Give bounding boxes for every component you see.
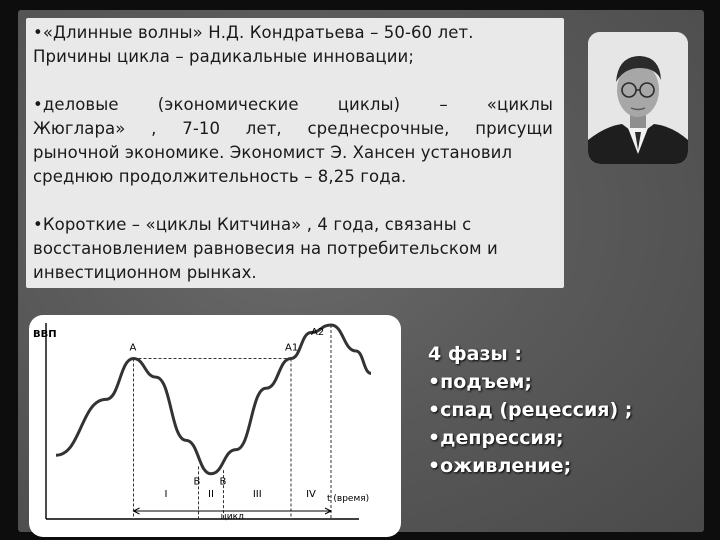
paragraph-kondratiev — [33, 21, 553, 69]
paragraph-juglar — [33, 93, 553, 189]
gdp-curve — [56, 325, 371, 474]
chart-canvas — [29, 315, 401, 537]
phase-label: I — [164, 489, 168, 500]
paragraph-kitchin — [33, 213, 553, 285]
phase-label: II — [208, 489, 214, 500]
portrait-photo — [588, 32, 688, 164]
text-line: •деловые (экономические циклы) – «циклы — [33, 95, 553, 114]
text-line: среднюю продолжительность – 8,25 года. — [33, 167, 407, 186]
text-line: рыночной экономике. Экономист Э. Хансен установил — [33, 143, 513, 162]
point-label: A — [129, 342, 137, 354]
phase-item: •подъем; — [428, 371, 532, 393]
phase-item: •депрессия; — [428, 427, 564, 449]
phase-label: IV — [306, 489, 316, 500]
phase-item: •спад (рецессия) ; — [428, 399, 633, 421]
text-line: инвестиционном рынках. — [33, 263, 257, 282]
phases-heading: 4 фазы : — [428, 343, 522, 365]
text-line: Жюглара» , 7-10 лет, среднесрочные, присущи — [33, 119, 553, 138]
point-label: B — [219, 476, 227, 488]
portrait-illustration — [588, 32, 688, 164]
text-line: •«Длинные волны» Н.Д. Кондратьева – 50-60 лет. — [33, 23, 474, 42]
text-line: Причины цикла – радикальные инновации; — [33, 47, 414, 66]
point-label: B — [193, 476, 201, 488]
phase-item: •оживление; — [428, 455, 572, 477]
phase-label: III — [252, 489, 262, 500]
x-axis-label: t (время) — [327, 494, 370, 504]
business-cycle-chart — [29, 315, 401, 537]
cycle-label: цикл — [220, 512, 244, 522]
point-label: A2 — [311, 327, 325, 338]
text-line: •Короткие – «циклы Китчина» , 4 года, связаны с — [33, 215, 472, 234]
y-axis-label: ВВП — [33, 329, 57, 340]
point-label: A1 — [285, 342, 299, 354]
text-line: восстановлением равновесия на потребительском и — [33, 239, 498, 258]
phases-list — [428, 340, 632, 480]
